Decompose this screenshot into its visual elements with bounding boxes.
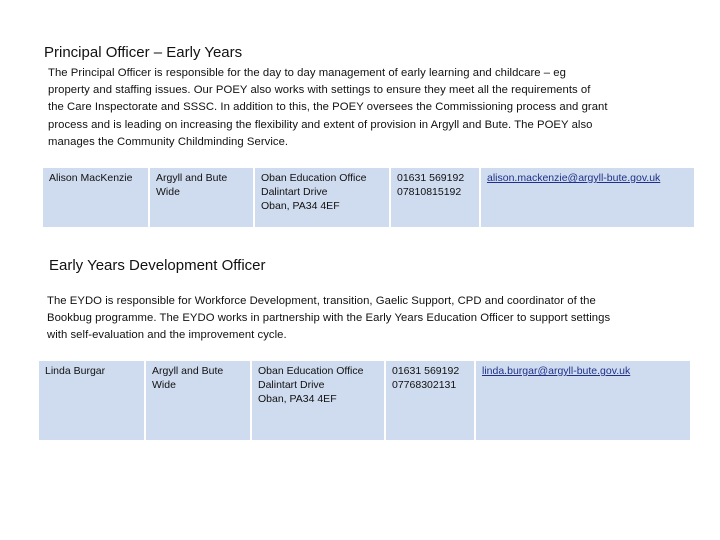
principal-officer-contact-row xyxy=(43,168,694,227)
section-title-principal-officer: Principal Officer – Early Years xyxy=(44,44,243,61)
development-officer-description xyxy=(47,293,610,345)
address-line: Oban, PA34 4EF xyxy=(261,200,340,212)
contact-name: Linda Burgar xyxy=(45,365,106,377)
address-line: Dalintart Drive xyxy=(258,379,325,391)
description-line: the Care Inspectorate and SSSC. In addition to this, the POEY oversees the Commissioning process and grant xyxy=(48,101,608,114)
phone-line: 01631 569192 xyxy=(392,365,460,377)
contact-address-cell xyxy=(250,361,384,440)
principal-officer-description xyxy=(48,65,608,151)
phone-line: 01631 569192 xyxy=(397,172,465,184)
contact-name-cell xyxy=(43,168,148,227)
contact-phone-cell xyxy=(384,361,474,440)
contact-area-line: Wide xyxy=(152,379,176,391)
description-line: manages the Community Childminding Service. xyxy=(48,135,289,148)
contact-area-line: Wide xyxy=(156,186,180,198)
description-line: process and is leading on increasing the flexibility and extent of provision in Argyll and Bute. The POEY also xyxy=(48,118,593,131)
description-line: property and staffing issues. Our POEY also works with settings to ensure they meet all the requirements of xyxy=(48,84,591,97)
contact-phone-cell xyxy=(389,168,479,227)
contact-area-line: Argyll and Bute xyxy=(156,172,228,184)
contact-address-cell xyxy=(253,168,389,227)
contact-name: Alison MacKenzie xyxy=(49,172,133,184)
description-line: The EYDO is responsible for Workforce Development, transition, Gaelic Support, CPD and coordinator of the xyxy=(47,295,596,307)
description-line: Bookbug programme. The EYDO works in partnership with the Early Years Education Officer to support settings xyxy=(47,312,611,325)
contact-name-cell xyxy=(39,361,144,440)
contact-email-cell xyxy=(479,168,694,227)
description-line: with self-evaluation and the improvement cycle. xyxy=(47,329,287,342)
contact-area-cell xyxy=(144,361,250,440)
address-line: Oban Education Office xyxy=(258,365,364,377)
development-officer-contact-row xyxy=(39,361,690,440)
address-line: Oban, PA34 4EF xyxy=(258,393,337,405)
section-title-development-officer: Early Years Development Officer xyxy=(49,257,266,274)
contact-area-cell xyxy=(148,168,253,227)
description-line: The Principal Officer is responsible for the day to day management of early learning and childcare – eg xyxy=(48,67,566,79)
contact-email-cell xyxy=(474,361,690,440)
contact-area-line: Argyll and Bute xyxy=(152,365,224,377)
address-line: Dalintart Drive xyxy=(261,186,328,198)
phone-line: 07810815192 xyxy=(397,186,462,198)
address-line: Oban Education Office xyxy=(261,172,367,184)
phone-line: 07768302131 xyxy=(392,379,457,391)
contact-email-link[interactable]: linda.burgar@argyll-bute.gov.uk xyxy=(482,365,631,377)
contact-email-link[interactable]: alison.mackenzie@argyll-bute.gov.uk xyxy=(487,172,661,184)
